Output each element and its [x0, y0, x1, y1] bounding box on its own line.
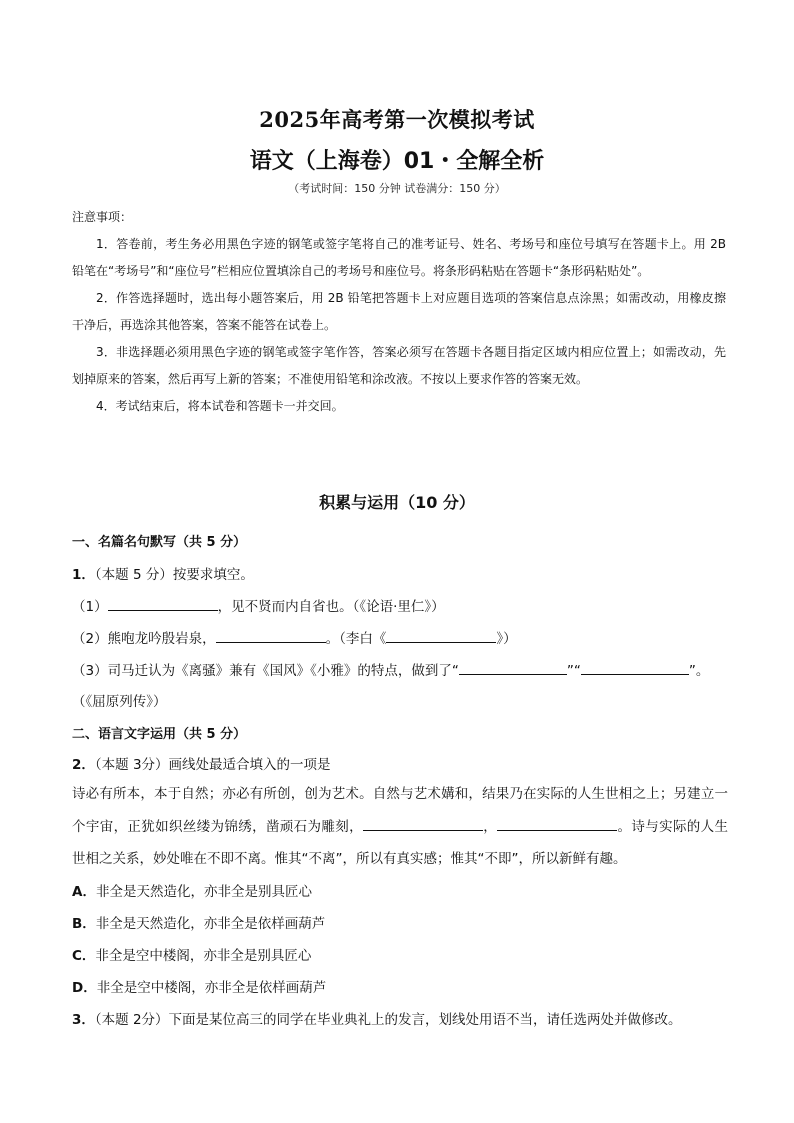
- option-key: B．: [72, 916, 96, 932]
- question-3: [72, 1008, 728, 1028]
- option-key: C．: [72, 948, 96, 964]
- exam-subtitle: 语文（上海卷）01・全解全析: [249, 149, 545, 174]
- notice-item: 3．非选择题必须用黑色字迹的钢笔或签字笔作答，答案必须写在答题卡各题目指定区域内相应位置上；如需改动，先划掉原来的答案，然后再写上新的答案；不准使用铅笔和涂改液。不按以上要求作答的答案无效。: [72, 345, 726, 386]
- question-number: 2．: [72, 757, 95, 773]
- item-text: 。（李白《: [325, 631, 387, 647]
- question-2-passage: [72, 778, 728, 876]
- option-key: D．: [72, 980, 97, 996]
- notice-list: [72, 231, 726, 420]
- fill-blank[interactable]: [497, 816, 617, 831]
- fill-blank[interactable]: [459, 660, 567, 675]
- question-number: 1．: [72, 567, 95, 583]
- fill-blank[interactable]: [386, 628, 496, 643]
- notice-item: 4．考试结束后，将本试卷和答题卡一并交回。: [96, 399, 344, 413]
- part-title: 一、名篇名句默写（共 5 分）: [72, 535, 247, 550]
- fill-blank[interactable]: [581, 660, 689, 675]
- question-stem: 下面是某位高三的同学在毕业典礼上的发言，划线处用语不当，请任选两处并做修改。: [168, 1012, 682, 1028]
- exam-meta: （考试时间：150 分钟 试卷满分：150 分）: [288, 182, 506, 195]
- notice-heading: 注意事项：: [72, 210, 133, 224]
- option-text: 非全是天然造化，亦非全是依样画葫芦: [95, 916, 326, 932]
- option-text: 非全是空中楼阁，亦非全是依样画葫芦: [96, 980, 327, 996]
- question-1: [72, 563, 728, 583]
- option-text: 非全是天然造化，亦非全是别具匠心: [95, 884, 312, 900]
- question-score: （本题 3分）: [94, 757, 169, 773]
- passage-text: ，: [482, 818, 498, 835]
- notice-item: 2．作答选择题时，选出每小题答案后，用 2B 铅笔把答题卡上对应题目选项的答案信息点涂黑；如需改动，用橡皮擦干净后，再选涂其他答案，答案不能答在试卷上。: [72, 291, 726, 332]
- option-b[interactable]: [72, 912, 728, 932]
- option-key: A．: [72, 884, 96, 900]
- question-1-item-3: [72, 659, 728, 679]
- item-text: ，见不贤而内自省也。（《论语·里仁》）: [217, 599, 445, 615]
- item-label: （3）司马迁认为《离骚》兼有《国风》《小雅》的特点，做到了“: [72, 663, 459, 679]
- passage-text: 诗必有所本，本于自然；亦必有所创，创为艺术。自然与艺术媾和，结果乃在实际的人生世相之上；另建立一个宇宙，正犹如织丝缕为锦绣，凿顽石为雕刻，: [72, 786, 728, 835]
- fill-blank[interactable]: [363, 816, 483, 831]
- option-d[interactable]: [72, 976, 728, 996]
- item-text: ”。: [688, 663, 710, 679]
- question-score: （本题 5 分）: [94, 567, 173, 583]
- section-title: 积累与运用（10 分）: [319, 493, 475, 512]
- question-1-item-3-source: （《屈原列传》）: [72, 694, 167, 710]
- exam-title: 2025年高考第一次模拟考试: [259, 107, 535, 132]
- item-text: 》）: [496, 631, 517, 647]
- question-1-item-2: [72, 627, 728, 647]
- option-text: 非全是空中楼阁，亦非全是别具匠心: [95, 948, 312, 964]
- item-label: （1）: [72, 599, 108, 615]
- question-stem: 画线处最适合填入的一项是: [168, 757, 331, 773]
- item-label: （2）熊咆龙吟殷岩泉，: [72, 631, 216, 647]
- part-title: 二、语言文字运用（共 5 分）: [72, 727, 247, 742]
- notice-item: 1．答卷前，考生务必用黑色字迹的钢笔或签字笔将自己的准考证号、姓名、考场号和座位号填写在答题卡上。用 2B 铅笔在“考场号”和“座位号”栏相应位置填涂自己的考场号和座位号。将条形码粘贴在答题卡“条形码粘贴处”。: [72, 237, 726, 278]
- question-number: 3．: [72, 1012, 95, 1028]
- question-1-item-1: [72, 595, 728, 615]
- question-score: （本题 2分）: [94, 1012, 169, 1028]
- fill-blank[interactable]: [108, 596, 218, 611]
- fill-blank[interactable]: [216, 628, 326, 643]
- question-stem: 按要求填空。: [172, 567, 254, 583]
- passage-text: 。诗与实际的人生世相之关系，妙处唯在不即不离。惟其“不离”，所以有真实感；惟其“不即”，所以新鲜有趣。: [72, 818, 729, 867]
- question-2: [72, 753, 728, 773]
- option-c[interactable]: [72, 944, 728, 964]
- item-text: ”“: [566, 663, 581, 679]
- option-a[interactable]: [72, 880, 728, 900]
